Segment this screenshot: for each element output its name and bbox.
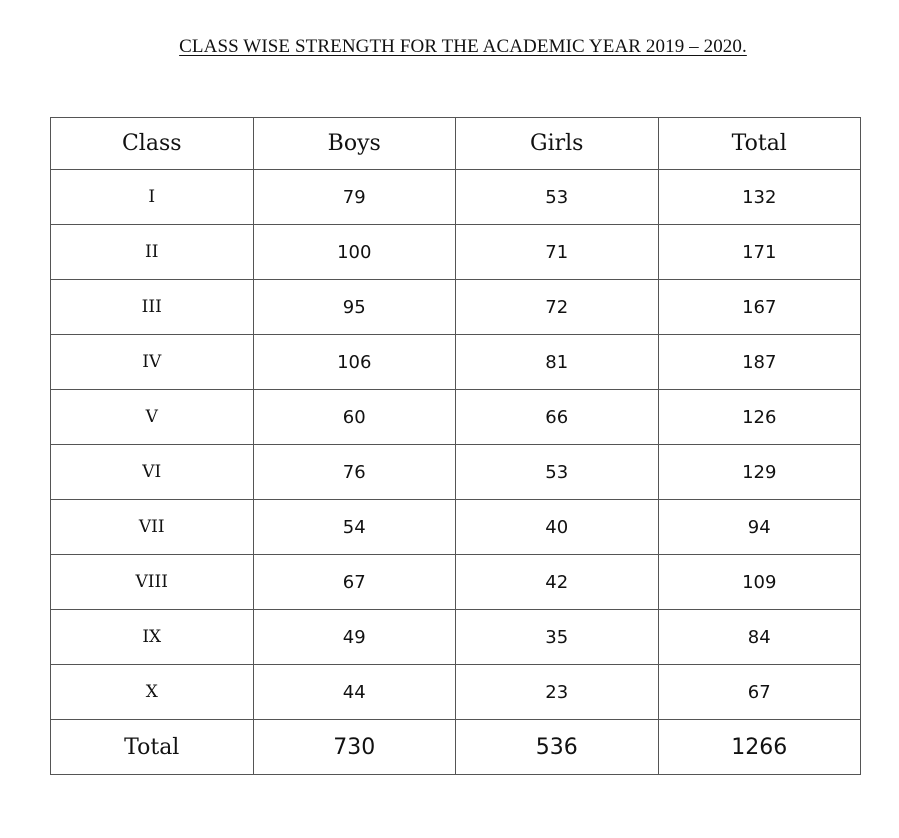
header-boys: Boys: [253, 118, 456, 170]
cell-total: 67: [658, 665, 861, 720]
cell-class: V: [51, 390, 254, 445]
cell-girls: 71: [456, 225, 659, 280]
cell-girls: 72: [456, 280, 659, 335]
cell-class: VII: [51, 500, 254, 555]
class-strength-table: [50, 117, 861, 775]
cell-girls: 66: [456, 390, 659, 445]
cell-class: IX: [51, 610, 254, 665]
cell-total: 94: [658, 500, 861, 555]
table-row: [51, 225, 861, 280]
cell-class: VI: [51, 445, 254, 500]
cell-girls: 35: [456, 610, 659, 665]
cell-class: I: [51, 170, 254, 225]
totals-row: [51, 720, 861, 775]
table-body: [51, 170, 861, 720]
cell-total: 171: [658, 225, 861, 280]
cell-boys: 106: [253, 335, 456, 390]
cell-class: VIII: [51, 555, 254, 610]
cell-boys: 49: [253, 610, 456, 665]
cell-girls: 42: [456, 555, 659, 610]
cell-total: 187: [658, 335, 861, 390]
cell-boys: 60: [253, 390, 456, 445]
table-row: [51, 555, 861, 610]
cell-class: IV: [51, 335, 254, 390]
cell-class: II: [51, 225, 254, 280]
cell-girls: 23: [456, 665, 659, 720]
cell-total: 132: [658, 170, 861, 225]
cell-girls: 81: [456, 335, 659, 390]
cell-boys: 95: [253, 280, 456, 335]
table-row: [51, 610, 861, 665]
cell-class: III: [51, 280, 254, 335]
cell-boys: 79: [253, 170, 456, 225]
cell-boys: 44: [253, 665, 456, 720]
cell-girls: 53: [456, 445, 659, 500]
cell-girls: 40: [456, 500, 659, 555]
cell-boys: 76: [253, 445, 456, 500]
totals-total: 1266: [658, 720, 861, 775]
cell-boys: 54: [253, 500, 456, 555]
table-row: [51, 390, 861, 445]
cell-total: 109: [658, 555, 861, 610]
table-header: [51, 118, 861, 170]
table-row: [51, 335, 861, 390]
totals-boys: 730: [253, 720, 456, 775]
header-class: Class: [51, 118, 254, 170]
table-row: [51, 280, 861, 335]
cell-total: 84: [658, 610, 861, 665]
cell-boys: 67: [253, 555, 456, 610]
cell-total: 167: [658, 280, 861, 335]
table-row: [51, 170, 861, 225]
header-girls: Girls: [456, 118, 659, 170]
table-row: [51, 500, 861, 555]
header-row: [51, 118, 861, 170]
table-row: [51, 445, 861, 500]
cell-girls: 53: [456, 170, 659, 225]
page-title: CLASS WISE STRENGTH FOR THE ACADEMIC YEAR 2019 – 2020.: [179, 36, 747, 57]
table-footer: [51, 720, 861, 775]
totals-label: Total: [51, 720, 254, 775]
cell-total: 129: [658, 445, 861, 500]
header-total: Total: [658, 118, 861, 170]
table-row: [51, 665, 861, 720]
cell-total: 126: [658, 390, 861, 445]
cell-boys: 100: [253, 225, 456, 280]
cell-class: X: [51, 665, 254, 720]
totals-girls: 536: [456, 720, 659, 775]
